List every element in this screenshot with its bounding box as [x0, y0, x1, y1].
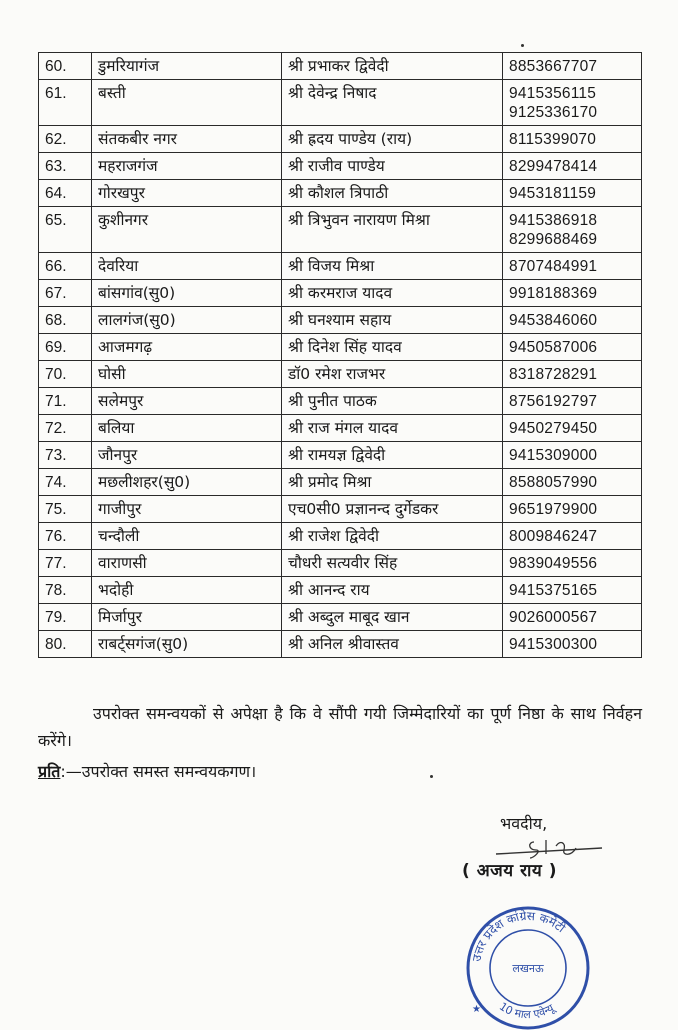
row-number: 68. — [39, 307, 92, 334]
coordinator-name-cell: श्री रामयज्ञ द्विवेदी — [282, 442, 503, 469]
phone-cell — [503, 388, 642, 415]
phone-cell — [503, 469, 642, 496]
speck-mark — [430, 775, 433, 778]
table-row — [39, 469, 642, 496]
phone-number: 9415309000 — [509, 447, 598, 464]
row-number: 72. — [39, 415, 92, 442]
district-cell: वाराणसी — [92, 550, 282, 577]
district-cell: राबर्ट्सगंज(सु0) — [92, 631, 282, 658]
row-number: 61. — [39, 80, 92, 126]
svg-text:उत्तर प्रदेश कांग्रेस कमेटी: उत्तर प्रदेश कांग्रेस कमेटी — [469, 908, 568, 963]
phone-number-secondary: 8299688469 — [509, 231, 598, 248]
table-row — [39, 631, 642, 658]
row-number: 67. — [39, 280, 92, 307]
coordinator-name-cell: श्री पुनीत पाठक — [282, 388, 503, 415]
phone-number: 8588057990 — [509, 474, 598, 491]
row-number: 69. — [39, 334, 92, 361]
coordinator-name-cell: श्री अब्दुल माबूद खान — [282, 604, 503, 631]
phone-number: 9415375165 — [509, 582, 598, 599]
table-row — [39, 153, 642, 180]
coordinator-name-cell: श्री दिनेश सिंह यादव — [282, 334, 503, 361]
row-number: 79. — [39, 604, 92, 631]
district-cell: संतकबीर नगर — [92, 126, 282, 153]
phone-cell — [503, 53, 642, 80]
coordinator-name-cell: श्री त्रिभुवन नारायण मिश्रा — [282, 207, 503, 253]
phone-cell — [503, 207, 642, 253]
coordinator-name-cell: श्री अनिल श्रीवास्तव — [282, 631, 503, 658]
row-number: 65. — [39, 207, 92, 253]
phone-cell — [503, 577, 642, 604]
svg-text:लखनऊ: लखनऊ — [512, 962, 544, 975]
coordinator-name-cell: श्री राजेश द्विवेदी — [282, 523, 503, 550]
phone-cell — [503, 523, 642, 550]
district-cell: सलेमपुर — [92, 388, 282, 415]
copy-to-line — [38, 760, 256, 782]
table-row — [39, 496, 642, 523]
copy-to-text: :—उपरोक्त समस्त समन्वयकगण। — [60, 762, 257, 781]
phone-number: 8299478414 — [509, 158, 598, 175]
phone-number: 9651979900 — [509, 501, 598, 518]
coordinator-name-cell: श्री आनन्द राय — [282, 577, 503, 604]
district-cell: मिर्जापुर — [92, 604, 282, 631]
copy-to-label: प्रति — [38, 762, 61, 781]
phone-cell — [503, 334, 642, 361]
row-number: 75. — [39, 496, 92, 523]
district-cell: चन्दौली — [92, 523, 282, 550]
phone-number: 8318728291 — [509, 366, 598, 383]
coordinator-name-cell: श्री ह्रदय पाण्डेय (राय) — [282, 126, 503, 153]
phone-number: 9839049556 — [509, 555, 598, 572]
salutation: भवदीय, — [500, 814, 548, 833]
speck-mark — [521, 44, 524, 47]
row-number: 66. — [39, 253, 92, 280]
table-row — [39, 80, 642, 126]
district-cell: महराजगंज — [92, 153, 282, 180]
coordinator-name-cell: श्री प्रमोद मिश्रा — [282, 469, 503, 496]
table-row — [39, 253, 642, 280]
phone-number-secondary: 9125336170 — [509, 104, 598, 121]
table-row — [39, 207, 642, 253]
phone-cell — [503, 307, 642, 334]
table-row — [39, 604, 642, 631]
row-number: 60. — [39, 53, 92, 80]
coordinator-name-cell: चौधरी सत्यवीर सिंह — [282, 550, 503, 577]
district-cell: जौनपुर — [92, 442, 282, 469]
phone-cell — [503, 80, 642, 126]
coordinator-name-cell: श्री राज मंगल यादव — [282, 415, 503, 442]
instruction-paragraph: उपरोक्त समन्वयकों से अपेक्षा है कि वे सौंपी गयी जिम्मेदारियों का पूर्ण निष्ठा के साथ निर्वहन करेंगे। — [38, 704, 642, 750]
svg-text:10 माल एवेन्यू: 10 माल एवेन्यू — [496, 999, 557, 1022]
row-number: 78. — [39, 577, 92, 604]
phone-cell — [503, 442, 642, 469]
coordinator-name-cell: श्री राजीव पाण्डेय — [282, 153, 503, 180]
table-row — [39, 442, 642, 469]
signatory-name: ( अजय राय ) — [462, 861, 557, 881]
row-number: 64. — [39, 180, 92, 207]
phone-cell — [503, 415, 642, 442]
phone-number: 9453846060 — [509, 312, 598, 329]
phone-number: 9415300300 — [509, 636, 598, 653]
phone-number: 8853667707 — [509, 58, 598, 75]
row-number: 71. — [39, 388, 92, 415]
row-number: 76. — [39, 523, 92, 550]
phone-number: 9415386918 — [509, 212, 598, 229]
phone-cell — [503, 631, 642, 658]
coordinator-name-cell: श्री विजय मिश्रा — [282, 253, 503, 280]
phone-number: 8707484991 — [509, 258, 598, 275]
table-row — [39, 334, 642, 361]
phone-number: 8009846247 — [509, 528, 598, 545]
phone-cell — [503, 180, 642, 207]
phone-cell — [503, 550, 642, 577]
district-cell: देवरिया — [92, 253, 282, 280]
phone-cell — [503, 153, 642, 180]
phone-number: 9453181159 — [509, 185, 597, 202]
district-cell: भदोही — [92, 577, 282, 604]
table-row — [39, 388, 642, 415]
phone-number: 8756192797 — [509, 393, 598, 410]
coordinator-name-cell: श्री देवेन्द्र निषाद — [282, 80, 503, 126]
table-row — [39, 53, 642, 80]
party-seal-stamp — [458, 900, 598, 1030]
row-number: 77. — [39, 550, 92, 577]
row-number: 62. — [39, 126, 92, 153]
coordinator-name-cell: श्री कौशल त्रिपाठी — [282, 180, 503, 207]
row-number: 80. — [39, 631, 92, 658]
table-row — [39, 523, 642, 550]
phone-number: 9450279450 — [509, 420, 598, 437]
table-row — [39, 415, 642, 442]
phone-cell — [503, 253, 642, 280]
phone-cell — [503, 604, 642, 631]
district-cell: गोरखपुर — [92, 180, 282, 207]
row-number: 63. — [39, 153, 92, 180]
district-cell: आजमगढ़ — [92, 334, 282, 361]
coordinator-table — [38, 52, 642, 658]
phone-cell — [503, 126, 642, 153]
phone-number: 9450587006 — [509, 339, 598, 356]
phone-number: 8115399070 — [509, 131, 597, 148]
phone-cell — [503, 280, 642, 307]
phone-number: 9918188369 — [509, 285, 598, 302]
table-row — [39, 361, 642, 388]
table-row — [39, 577, 642, 604]
coordinator-name-cell: एच0सी0 प्रज्ञानन्द दुर्गेडकर — [282, 496, 503, 523]
row-number: 70. — [39, 361, 92, 388]
district-cell: डुमरियागंज — [92, 53, 282, 80]
table-row — [39, 180, 642, 207]
row-number: 73. — [39, 442, 92, 469]
phone-cell — [503, 496, 642, 523]
coordinator-name-cell: श्री प्रभाकर द्विवेदी — [282, 53, 503, 80]
table-row — [39, 280, 642, 307]
district-cell: लालगंज(सु0) — [92, 307, 282, 334]
svg-text:★: ★ — [472, 1004, 481, 1015]
table-row — [39, 550, 642, 577]
district-cell: कुशीनगर — [92, 207, 282, 253]
district-cell: मछलीशहर(सु0) — [92, 469, 282, 496]
coordinator-name-cell: श्री करमराज यादव — [282, 280, 503, 307]
coordinator-name-cell: श्री घनश्याम सहाय — [282, 307, 503, 334]
district-cell: बांसगांव(सु0) — [92, 280, 282, 307]
district-cell: गाजीपुर — [92, 496, 282, 523]
coordinator-name-cell: डॉ0 रमेश राजभर — [282, 361, 503, 388]
phone-number: 9415356115 — [509, 85, 597, 102]
district-cell: घोसी — [92, 361, 282, 388]
district-cell: बस्ती — [92, 80, 282, 126]
coordinator-table-body — [39, 53, 642, 658]
table-row — [39, 126, 642, 153]
table-row — [39, 307, 642, 334]
phone-cell — [503, 361, 642, 388]
phone-number: 9026000567 — [509, 609, 598, 626]
row-number: 74. — [39, 469, 92, 496]
district-cell: बलिया — [92, 415, 282, 442]
